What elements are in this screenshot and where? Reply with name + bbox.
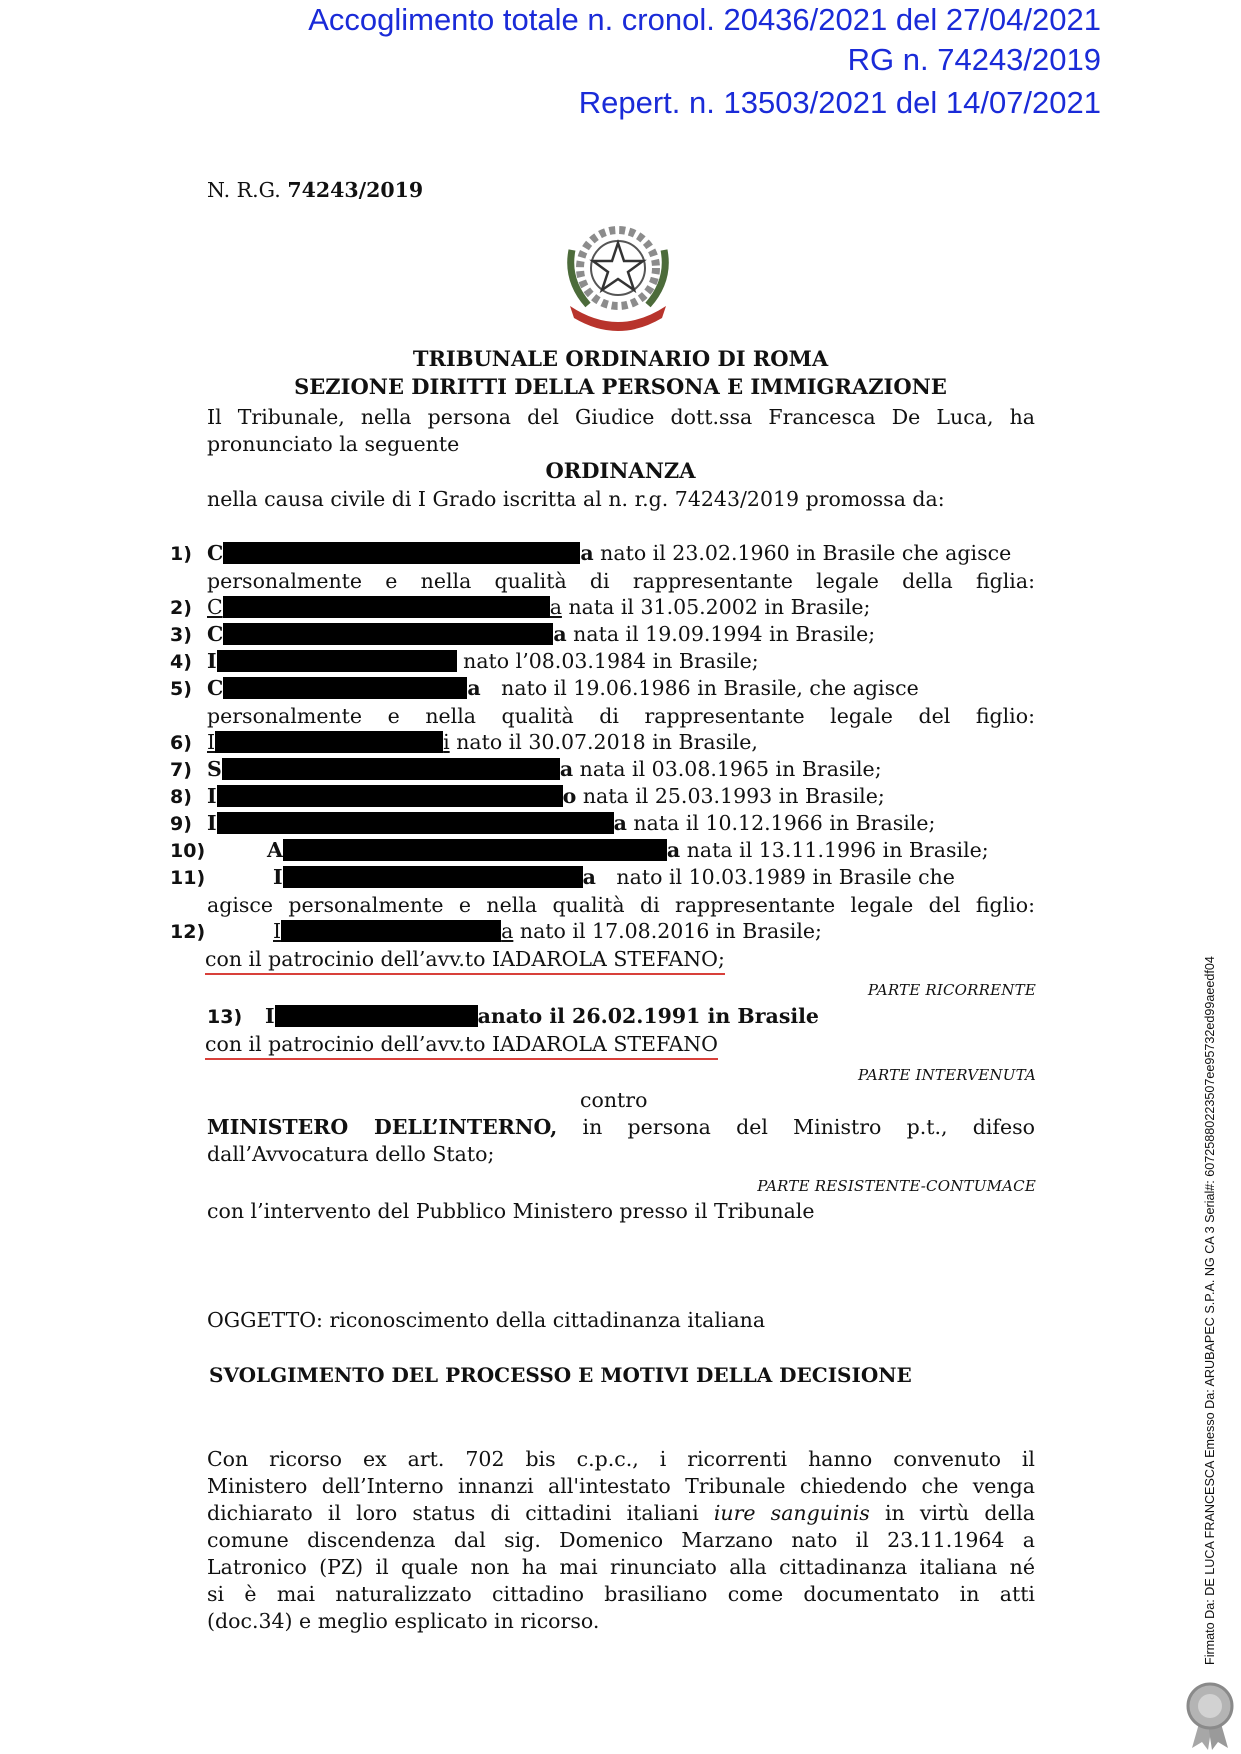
- party-number: 11): [170, 867, 206, 889]
- party-details: nato il 17.08.2016 in Brasile;: [519, 919, 822, 943]
- redaction-bar: [217, 812, 614, 834]
- respondent-line-1: [207, 1114, 1035, 1141]
- redaction-bar: [222, 758, 560, 780]
- subject-line: OGGETTO: riconoscimento della cittadinanza italiana: [207, 1308, 766, 1332]
- counsel-text: con il patrocinio dell’avv.to IADAROLA STEFANO: [205, 1032, 718, 1060]
- case-number-label: N. R.G.: [207, 178, 281, 202]
- paragraph-text: dichiarato il loro status di cittadini italiani: [207, 1501, 699, 1525]
- party-number: 6): [170, 732, 192, 754]
- court-name: TRIBUNALE ORDINARIO DI ROMA: [412, 346, 829, 371]
- party-initial: A: [267, 838, 283, 862]
- party-details: nato l’08.03.1984 in Brasile;: [463, 649, 759, 673]
- contro-label: contro: [580, 1088, 648, 1112]
- party-number: 4): [170, 651, 192, 673]
- redaction-bar: [283, 839, 667, 861]
- party-number: 13): [207, 1006, 243, 1028]
- paragraph-line-1: Con ricorso ex art. 702 bis c.p.c., i ricorrenti hanno convenuto il: [207, 1447, 1035, 1471]
- respondent-details: in persona del Ministro p.t., difeso: [582, 1115, 1035, 1139]
- document-type: ORDINANZA: [545, 458, 696, 483]
- party-row-5: [170, 676, 919, 700]
- party-final: o: [562, 784, 577, 808]
- party-initial: I: [265, 1004, 275, 1028]
- party-final: a: [549, 595, 562, 619]
- paragraph-line-6: si è mai naturalizzato cittadino brasiliano come documentato in atti: [207, 1582, 1035, 1606]
- party-number: 12): [170, 921, 206, 943]
- intro-line-2: pronunciato la seguente: [207, 432, 460, 456]
- case-number: [207, 178, 423, 202]
- case-number-value: 74243/2019: [287, 178, 424, 202]
- redaction-bar: [223, 623, 553, 645]
- party-row-1: [170, 541, 1011, 565]
- party-continuation-5: personalmente e nella qualità di rappresentante legale del figlio:: [207, 704, 1035, 728]
- respondent-line-2: dall’Avvocatura dello Stato;: [207, 1142, 495, 1166]
- party-details: nata il 25.03.1993 in Brasile;: [582, 784, 885, 808]
- redaction-bar: [281, 920, 501, 942]
- party-row-9: [170, 811, 935, 835]
- party-initial: C: [207, 676, 224, 700]
- party-continuation-11: agisce personalmente e nella qualità di rappresentante legale del figlio:: [207, 893, 1035, 917]
- party-row-11: [170, 865, 955, 889]
- party-details: nata il 03.08.1965 in Brasile;: [579, 757, 882, 781]
- court-section: SEZIONE DIRITTI DELLA PERSONA E IMMIGRAZIONE: [294, 374, 947, 399]
- redaction-bar: [223, 677, 467, 699]
- party-row-10: [170, 838, 989, 862]
- counsel-line-2: [205, 1031, 718, 1058]
- stamp-line-2: RG n. 74243/2019: [847, 42, 1101, 77]
- digital-signature: Firmato Da: DE LUCA FRANCESCA Emesso Da: ARUBAPEC S.P.A. NG CA 3 Serial#: 60725880223507ee95732ed99aeedf04: [1203, 956, 1217, 1665]
- republic-emblem-icon: [558, 210, 678, 336]
- party-tag-resistente: PARTE RESISTENTE-CONTUMACE: [757, 1177, 1036, 1195]
- party-details: nato il 19.06.1986 in Brasile, che agisce: [501, 676, 919, 700]
- redaction-bar: [223, 596, 550, 618]
- party-row-6: [170, 730, 758, 754]
- party-final: i: [443, 730, 450, 754]
- stamp-line-1: Accoglimento totale n. cronol. 20436/2021 del 27/04/2021: [308, 2, 1101, 37]
- respondent-name: MINISTERO DELL’INTERNO,: [207, 1115, 558, 1139]
- party-details: nato il 30.07.2018 in Brasile,: [456, 730, 758, 754]
- party-initial: I: [207, 784, 217, 808]
- pm-line: con l’intervento del Pubblico Ministero presso il Tribunale: [207, 1199, 815, 1223]
- party-row-7: [170, 757, 882, 781]
- party-initial: I: [207, 649, 217, 673]
- party-continuation-1: personalmente e nella qualità di rappresentante legale della figlia:: [207, 569, 1035, 593]
- counsel-line-1: [205, 946, 725, 973]
- party-initial: I: [207, 811, 217, 835]
- redaction-bar: [275, 1005, 478, 1027]
- party-initial: C: [207, 541, 224, 565]
- paragraph-line-7: (doc.34) e meglio esplicato in ricorso.: [207, 1609, 600, 1633]
- party-initial: S: [207, 757, 222, 781]
- party-details: nata il 19.09.1994 in Brasile;: [573, 622, 876, 646]
- party-final: a: [666, 838, 681, 862]
- party-details: nata il 31.05.2002 in Brasile;: [568, 595, 871, 619]
- party-initial: I: [273, 919, 282, 943]
- party-final: a: [467, 676, 481, 700]
- party-final: a: [580, 541, 594, 565]
- party-final: anato il 26.02.1991 in Brasile: [477, 1004, 819, 1028]
- paragraph-latin-term: iure sanguinis: [713, 1501, 870, 1525]
- party-details: nato il 10.03.1989 in Brasile che: [616, 865, 955, 889]
- party-initial: C: [207, 622, 224, 646]
- stamp-line-3: Repert. n. 13503/2021 del 14/07/2021: [578, 85, 1101, 120]
- intro-line-1: Il Tribunale, nella persona del Giudice dott.ssa Francesca De Luca, ha: [207, 405, 1035, 429]
- party-row-2: [170, 595, 870, 619]
- redaction-bar: [217, 785, 563, 807]
- party-details: nata il 10.12.1966 in Brasile;: [633, 811, 936, 835]
- party-row-13: [207, 1004, 819, 1028]
- party-number: 5): [170, 678, 192, 700]
- paragraph-line-2: Ministero dell’Interno innanzi all'intestato Tribunale chiedendo che venga: [207, 1474, 1035, 1498]
- redaction-bar: [223, 542, 580, 564]
- paragraph-text: in virtù della: [884, 1501, 1035, 1525]
- party-details: nato il 23.02.1960 in Brasile che agisce: [600, 541, 1012, 565]
- counsel-text: con il patrocinio dell’avv.to IADAROLA STEFANO;: [205, 947, 725, 975]
- party-number: 8): [170, 786, 192, 808]
- party-initial: I: [207, 730, 216, 754]
- party-row-8: [170, 784, 885, 808]
- party-details: nata il 13.11.1996 in Brasile;: [686, 838, 989, 862]
- party-tag-ricorrente: PARTE RICORRENTE: [867, 981, 1036, 999]
- cause-line: nella causa civile di I Grado iscritta al n. r.g. 74243/2019 promossa da:: [207, 487, 945, 511]
- party-tag-intervenuta: PARTE INTERVENUTA: [857, 1066, 1036, 1084]
- party-number: 7): [170, 759, 192, 781]
- party-final: a: [613, 811, 627, 835]
- party-final: a: [582, 865, 596, 889]
- party-final: a: [559, 757, 574, 781]
- redaction-bar: [283, 866, 583, 888]
- party-number: 3): [170, 624, 192, 646]
- seal-icon: [1182, 1680, 1238, 1750]
- redaction-bar: [215, 731, 443, 753]
- paragraph-line-3: [207, 1500, 1035, 1527]
- party-row-4: [170, 649, 759, 673]
- party-initial: C: [207, 595, 223, 619]
- party-number: 2): [170, 597, 192, 619]
- party-row-3: [170, 622, 875, 646]
- party-initial: I: [273, 865, 283, 889]
- redaction-bar: [217, 650, 457, 672]
- party-number: 9): [170, 813, 192, 835]
- party-number: 10): [170, 840, 206, 862]
- section-title: SVOLGIMENTO DEL PROCESSO E MOTIVI DELLA DECISIONE: [209, 1363, 912, 1387]
- paragraph-line-4: comune discendenza dal sig. Domenico Marzano nato il 23.11.1964 a: [207, 1528, 1035, 1552]
- party-number: 1): [170, 543, 192, 565]
- party-final: a: [501, 919, 514, 943]
- paragraph-line-5: Latronico (PZ) il quale non ha mai rinunciato alla cittadinanza italiana né: [207, 1555, 1035, 1579]
- party-row-12: [170, 919, 822, 943]
- party-final: a: [553, 622, 567, 646]
